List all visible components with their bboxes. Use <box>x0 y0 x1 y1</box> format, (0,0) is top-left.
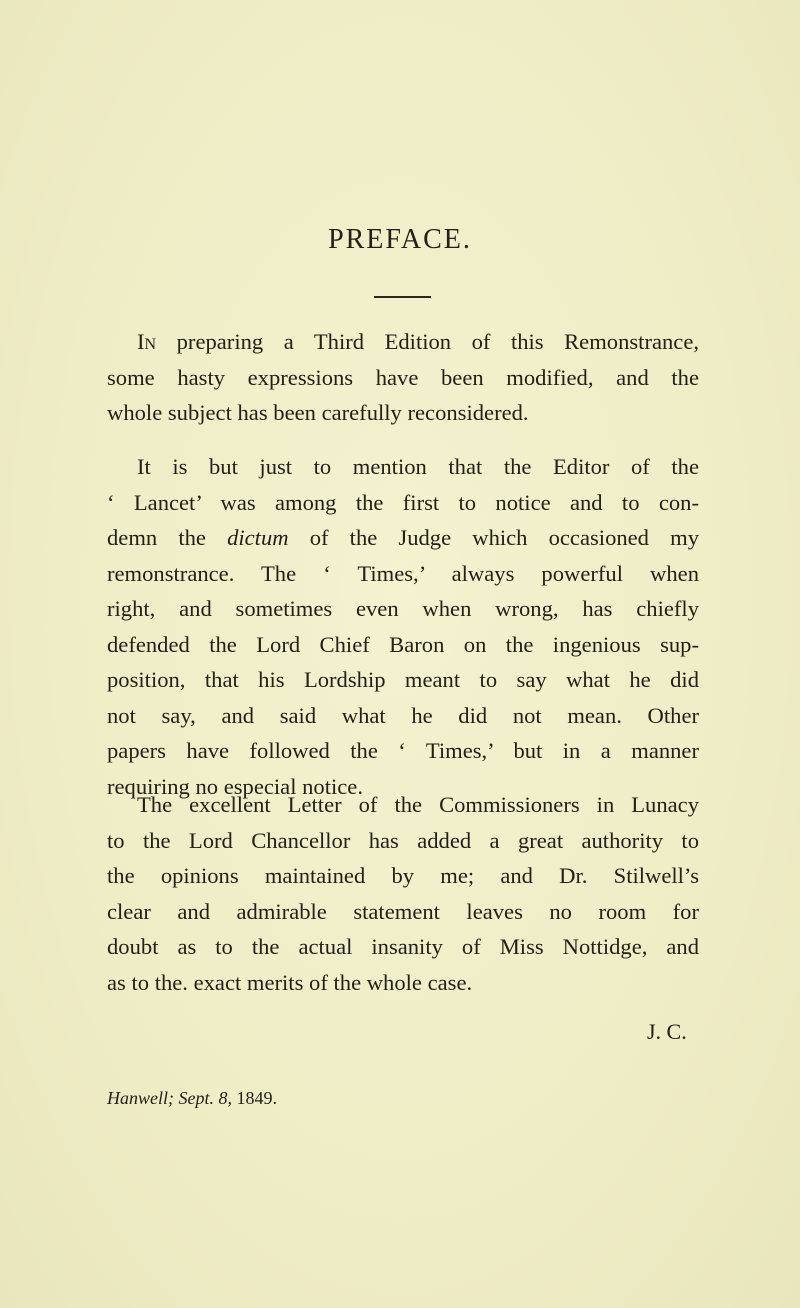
paragraph-2-line: position, that his Lordship meant to say what he did <box>107 667 699 692</box>
paragraph-2 <box>107 449 699 804</box>
paragraph-1 <box>107 324 699 431</box>
paragraph-1-line: whole subject has been carefully reconsidered. <box>107 400 529 425</box>
paragraph-3-line: clear and admirable statement leaves no room for <box>107 898 699 924</box>
paragraph-2-line: ‘ Lancet’ was among the first to notice and to con- <box>107 489 699 515</box>
paragraph-1-line: some hasty expressions have been modified, and the <box>107 364 699 390</box>
paragraph-1-line <box>107 324 699 360</box>
paragraph-2-line: remonstrance. The ‘ Times,’ always powerful when <box>107 560 699 586</box>
paragraph-2-line: right, and sometimes even when wrong, has chiefly <box>107 596 699 621</box>
paragraph-2-line: papers have followed the ‘ Times,’ but in a manner <box>107 738 699 763</box>
year: 1849. <box>236 1088 277 1108</box>
paragraph-2-line <box>107 520 699 556</box>
page-title: PREFACE. <box>328 224 472 255</box>
line-text: of the Judge which occasioned my <box>288 525 699 550</box>
paragraph-3-line: the opinions maintained by me; and Dr. Stilwell’s <box>107 863 699 888</box>
lead-word: In <box>137 329 157 354</box>
author-signature: J. C. <box>647 1019 687 1044</box>
dictum-word: dictum <box>227 525 289 550</box>
paragraph-3-line: to the Lord Chancellor has added a great authority to <box>107 827 699 853</box>
paragraph-2-line: not say, and said what he did not mean. Other <box>107 702 699 728</box>
paragraph-3-line: doubt as to the actual insanity of Miss Nottidge, and <box>107 934 699 959</box>
dateline <box>107 1085 277 1111</box>
paragraph-3-line: The excellent Letter of the Commissioners in Lunacy <box>137 792 699 817</box>
line-text: preparing a Third Edition of this Remonstrance, <box>176 329 700 354</box>
paragraph-2-line: It is but just to mention that the Editor of the <box>137 454 699 479</box>
paragraph-3-line: as to the. exact merits of the whole case. <box>107 969 473 995</box>
paragraph-2-line: requiring no especial notice. <box>107 773 363 799</box>
place-date: Hanwell; Sept. 8, <box>107 1088 232 1108</box>
paragraph-2-line: defended the Lord Chief Baron on the ingenious sup- <box>107 631 699 657</box>
line-text: demn the <box>107 525 228 550</box>
title-rule <box>374 296 431 298</box>
paragraph-3 <box>107 787 699 1000</box>
